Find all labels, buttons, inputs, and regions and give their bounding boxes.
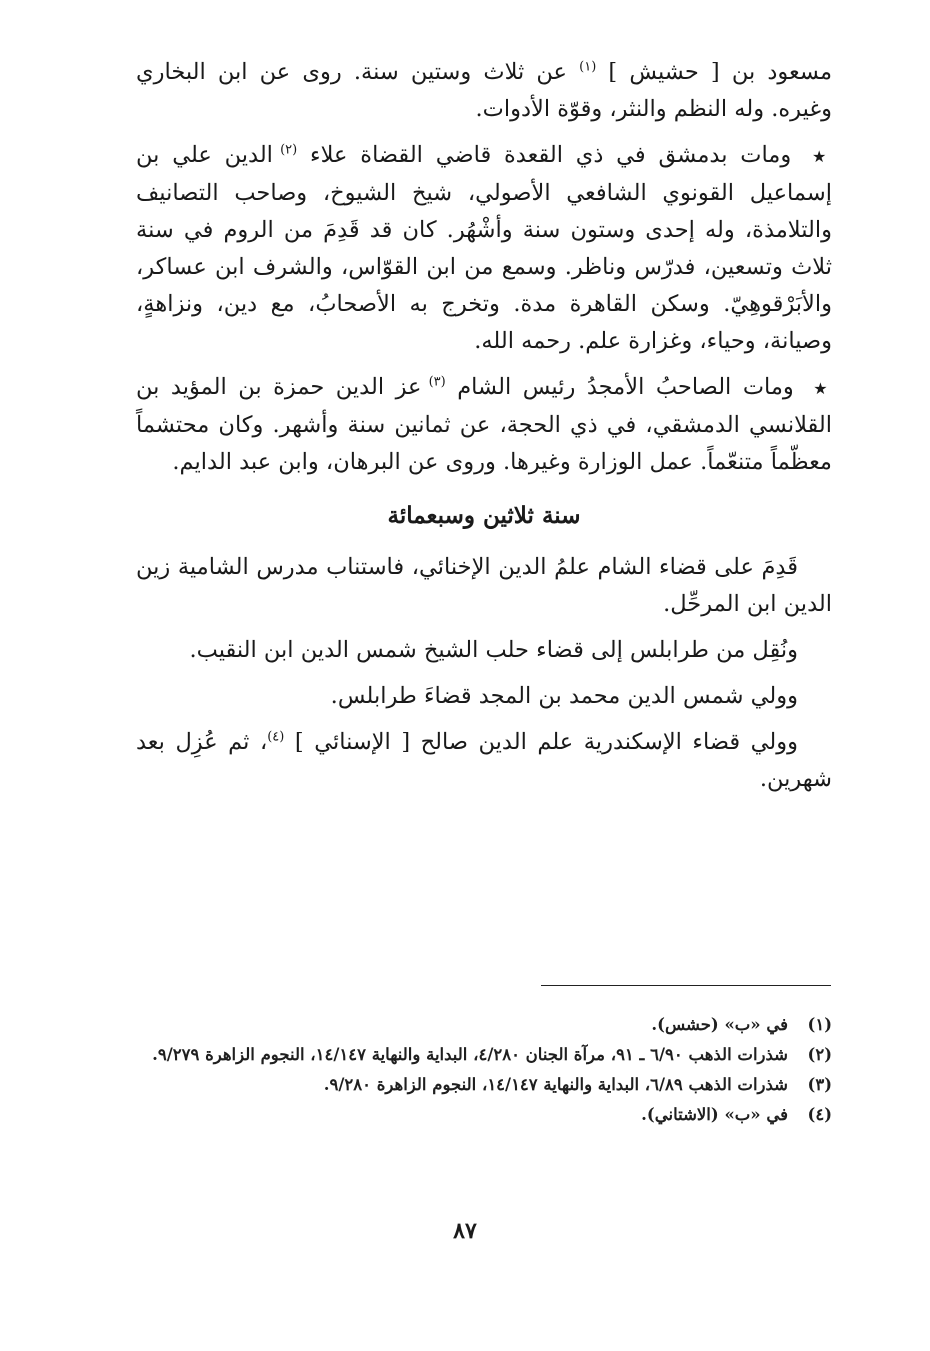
main-text <box>136 54 832 1351</box>
footnotes <box>136 1012 832 1132</box>
footnote-text: شذرات الذهب ٦/٩٠ ـ ٩١، مرآة الجنان ٤/٢٨٠، البداية والنهاية ١٤/١٤٧، النجوم الزاهرة ٩/٢٧٩. <box>152 1045 788 1064</box>
footnote-text: في «ب» (حشس). <box>651 1015 788 1034</box>
footnote-text: شذرات الذهب ٦/٨٩، البداية والنهاية ١٤/١٤٧، النجوم الزاهرة ٩/٢٨٠. <box>323 1075 788 1094</box>
paragraph-text: ومات الصاحبُ الأمجدُ رئيس الشام <box>457 374 806 400</box>
paragraph-5: ونُقِل من طرابلس إلى قضاء حلب الشيخ شمس الدين ابن النقيب. <box>189 637 798 663</box>
paragraph-text: مسعود بن [ حشيش ] <box>608 59 832 85</box>
star-icon: ★ <box>813 379 833 398</box>
star-icon: ★ <box>812 147 833 166</box>
paragraph-2 <box>136 137 832 360</box>
footnote-number: (٢) <box>807 1045 832 1064</box>
footnote-number: (٣) <box>807 1075 832 1094</box>
paragraph-text: ، ثم عُزِل بعد شهرين. <box>136 729 832 792</box>
footnote-item <box>136 1072 832 1097</box>
footnote-item <box>136 1102 832 1127</box>
paragraph-7 <box>136 724 832 798</box>
paragraph-text: عن ثلاث وستين سنة. روى عن ابن البخاري وغيره. وله النظم والنثر، وقوّة الأدوات. <box>136 59 832 122</box>
footnote-number: (١) <box>807 1015 832 1034</box>
paragraph-text: وولي قضاء الإسكندرية علم الدين صالح [ الإسنائي ] <box>294 729 799 755</box>
footnote-ref-1: (١) <box>579 59 597 75</box>
paragraph-6: وولي شمس الدين محمد بن المجد قضاءَ طرابلس. <box>330 683 798 709</box>
footnote-ref-4: (٤) <box>267 729 285 745</box>
paragraph-1 <box>136 54 832 128</box>
footnote-item <box>136 1042 832 1067</box>
paragraph-3 <box>136 369 832 481</box>
footnote-ref-2: (٢) <box>280 142 298 158</box>
paragraph-text: الدين علي بن إسماعيل القونوي الشافعي الأصولي، شيخ الشيوخ، وصاحب التصانيف والتلامذة، وله إحدى وستون سنة وأشْهُر. كان قد قَدِمَ من الروم في سنة ثلاث وتسعين، فدرّس وناظر. وسمع من ابن القوّاس، والشرف ابن عساكر، والأبَرْقوهِيّ. وسكن القاهرة مدة. وتخرج به الأصحابُ، مع دين، ونزاهةٍ، وصيانة، وحياء، وغزارة علم. رحمه الله. <box>136 142 832 354</box>
footnote-ref-3: (٣) <box>428 374 446 390</box>
page-number: ٨٧ <box>453 1218 477 1244</box>
footnote-item <box>136 1012 832 1037</box>
section-heading: سنة ثلاثين وسبعمائة <box>387 502 581 529</box>
paragraph-4: قَدِمَ على قضاء الشام علمُ الدين الإخنائي، فاستناب مدرس الشامية زين الدين ابن المرحِّل. <box>136 554 832 617</box>
footnote-text: في «ب» (الاشتاني). <box>641 1105 788 1124</box>
footnote-divider <box>541 985 831 986</box>
paragraph-text: ومات بدمشق في ذي القعدة قاضي القضاة علاء <box>310 142 805 168</box>
paragraph-text: عز الدين حمزة بن المؤيد بن القلانسي الدمشقي، في ذي الحجة، عن ثمانين سنة وأشهر. وكان محتشماً معظّماً متنعّماً. عمل الوزارة وغيرها. وروى عن البرهان، وابن عبد الدايم. <box>136 374 832 475</box>
footnote-number: (٤) <box>807 1105 832 1124</box>
